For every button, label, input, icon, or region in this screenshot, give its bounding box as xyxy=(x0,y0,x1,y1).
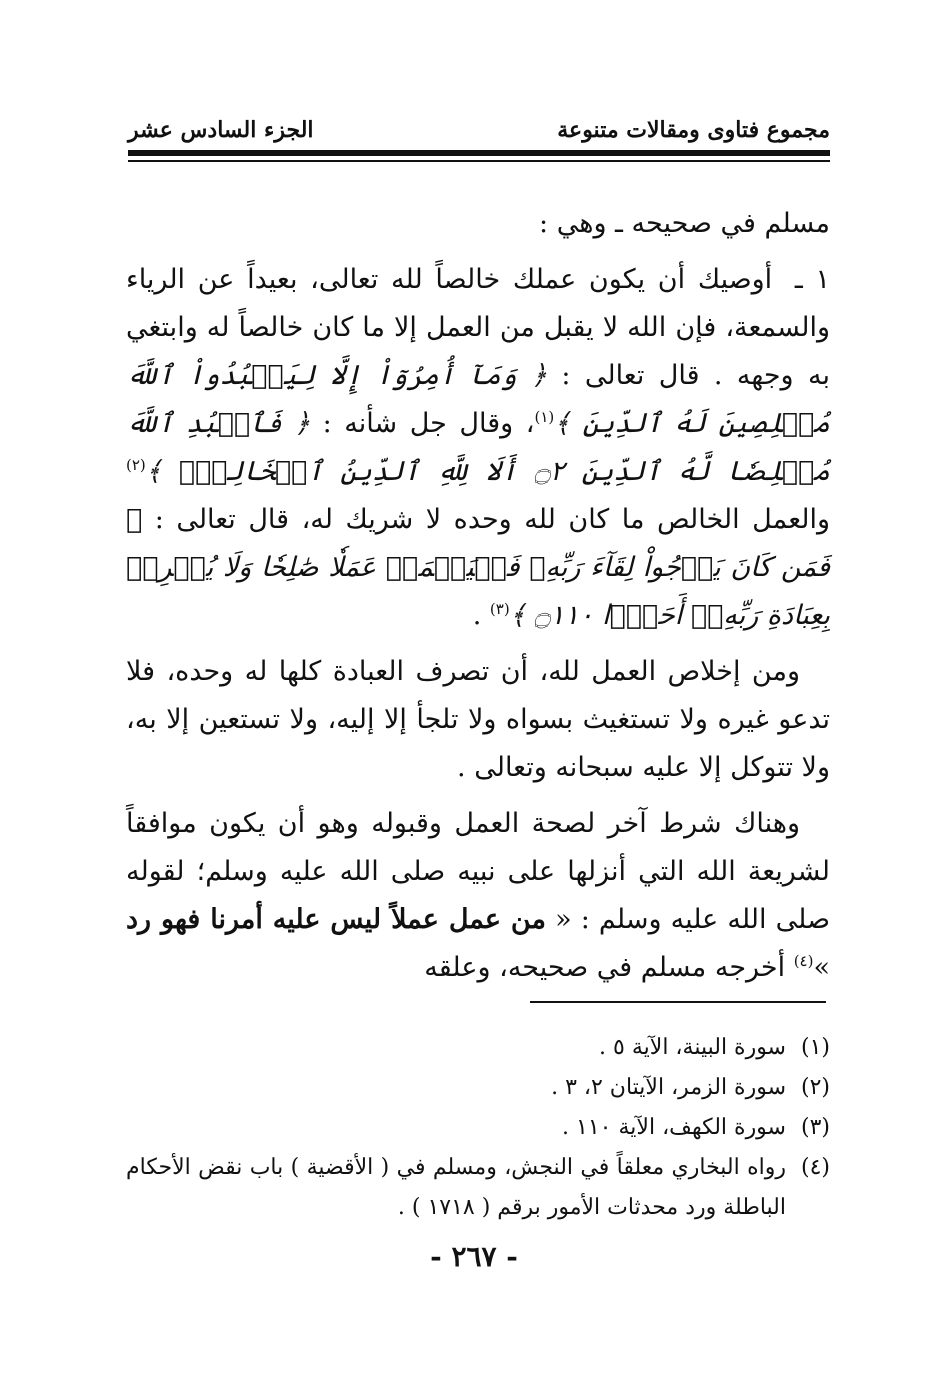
running-header xyxy=(128,112,830,148)
footnote-number: (١) xyxy=(800,1035,830,1060)
paragraph-1 xyxy=(126,256,830,640)
book-title: مجموع فتاوى ومقالات متنوعة xyxy=(557,117,830,143)
paragraph-1-text-c: والعمل الخالص ما كان لله وحده لا شريك له، قال تعالى : xyxy=(154,504,830,535)
footnote-item xyxy=(126,1068,830,1108)
page-number: - ٢٦٧ - xyxy=(430,1240,518,1273)
footnote-item xyxy=(126,1028,830,1068)
quran-verse-3: ﴿ فَمَن كَانَ يَرۡجُواْ لِقَآءَ رَبِّهِۦ فَلۡيَعۡمَلۡ عَمَلٗا صَٰلِحٗا وَلَا يُشۡرِكۡ بِعِبَادَةِ رَبِّهِۦٓ أَحَدَۢا ۝١١٠ ﴾ xyxy=(126,504,830,631)
header-rule-thick xyxy=(128,150,830,156)
footnote-number: (٣) xyxy=(800,1115,830,1140)
paragraph-1-text-a: أوصيك أن يكون عملك خالصاً لله تعالى، بعيداً عن الرياء والسمعة، فإن الله لا يقبل من العمل إلا ما كان خالصاً له وابتغي به وجهه . قال تعالى : xyxy=(126,264,830,391)
paragraph-3-text-b: » xyxy=(813,952,830,983)
footnote-ref-3: (٣) xyxy=(489,600,510,618)
footnote-text: سورة الزمر، الآيتان ٢، ٣ . xyxy=(551,1075,786,1100)
main-text xyxy=(126,200,830,1000)
footnote-ref-1: (١) xyxy=(534,408,555,426)
footnote-item xyxy=(126,1108,830,1148)
paragraph-3-text-c: أخرجه مسلم في صحيحه، وعلقه xyxy=(424,952,786,983)
footnote-text: سورة البينة، الآية ٥ . xyxy=(599,1035,786,1060)
paragraph-2: ومن إخلاص العمل لله، أن تصرف العبادة كلها له وحده، فلا تدعو غيره ولا تستغيث بسواه ولا تلجأ إلا إليه، ولا تستعين إلا به، ولا تتوكل إلا عليه سبحانه وتعالى . xyxy=(126,656,830,783)
quran-verse-2: ﴿ فَٱعۡبُدِ ٱللَّهَ مُخۡلِصٗا لَّهُ ٱلدِّينَ ۝٢ أَلَا لِلَّهِ ٱلدِّينُ ٱلۡخَالِصُۚ ﴾ xyxy=(126,408,830,487)
footnote-ref-4: (٤) xyxy=(793,952,814,970)
footnote-number: (٢) xyxy=(800,1075,830,1100)
paragraph-3 xyxy=(126,800,830,992)
footnote-separator xyxy=(530,1001,826,1003)
paragraph-intro: مسلم في صحيحه ـ وهي : xyxy=(539,208,830,239)
paragraph-3-text-a: وهناك شرط آخر لصحة العمل وقبوله وهو أن يكون موافقاً لشريعة الله التي أنزلها على نبيه صلى الله عليه وسلم؛ لقوله صلى الله عليه وسلم : « xyxy=(126,808,831,935)
footnote-number: (٤) xyxy=(800,1155,830,1180)
list-number: ١ ـ xyxy=(794,264,830,295)
hadith-text: من عمل عملاً ليس عليه أمرنا فهو رد xyxy=(126,904,546,935)
footnote-ref-2: (٢) xyxy=(126,456,146,474)
footnote-item xyxy=(126,1148,830,1228)
footnote-text: سورة الكهف، الآية ١١٠ . xyxy=(562,1115,786,1140)
header-rule-thin xyxy=(128,160,830,162)
paragraph-1-end: . xyxy=(472,600,482,631)
quran-verse-1: ﴿ وَمَآ أُمِرُوٓاْ إِلَّا لِيَعۡبُدُواْ ٱللَّهَ مُخۡلِصِينَ لَهُ ٱلدِّينَ ﴾ xyxy=(126,360,830,439)
footnote-text: رواه البخاري معلقاً في النجش، ومسلم في ( الأقضية ) باب نقض الأحكام الباطلة ورد محدثات الأمور برقم ( ١٧١٨ ) . xyxy=(126,1155,786,1220)
paragraph-1-text-b: ، وقال جل شأنه : xyxy=(322,408,535,439)
footnotes xyxy=(126,1028,830,1228)
volume-label: الجزء السادس عشر xyxy=(128,117,314,143)
